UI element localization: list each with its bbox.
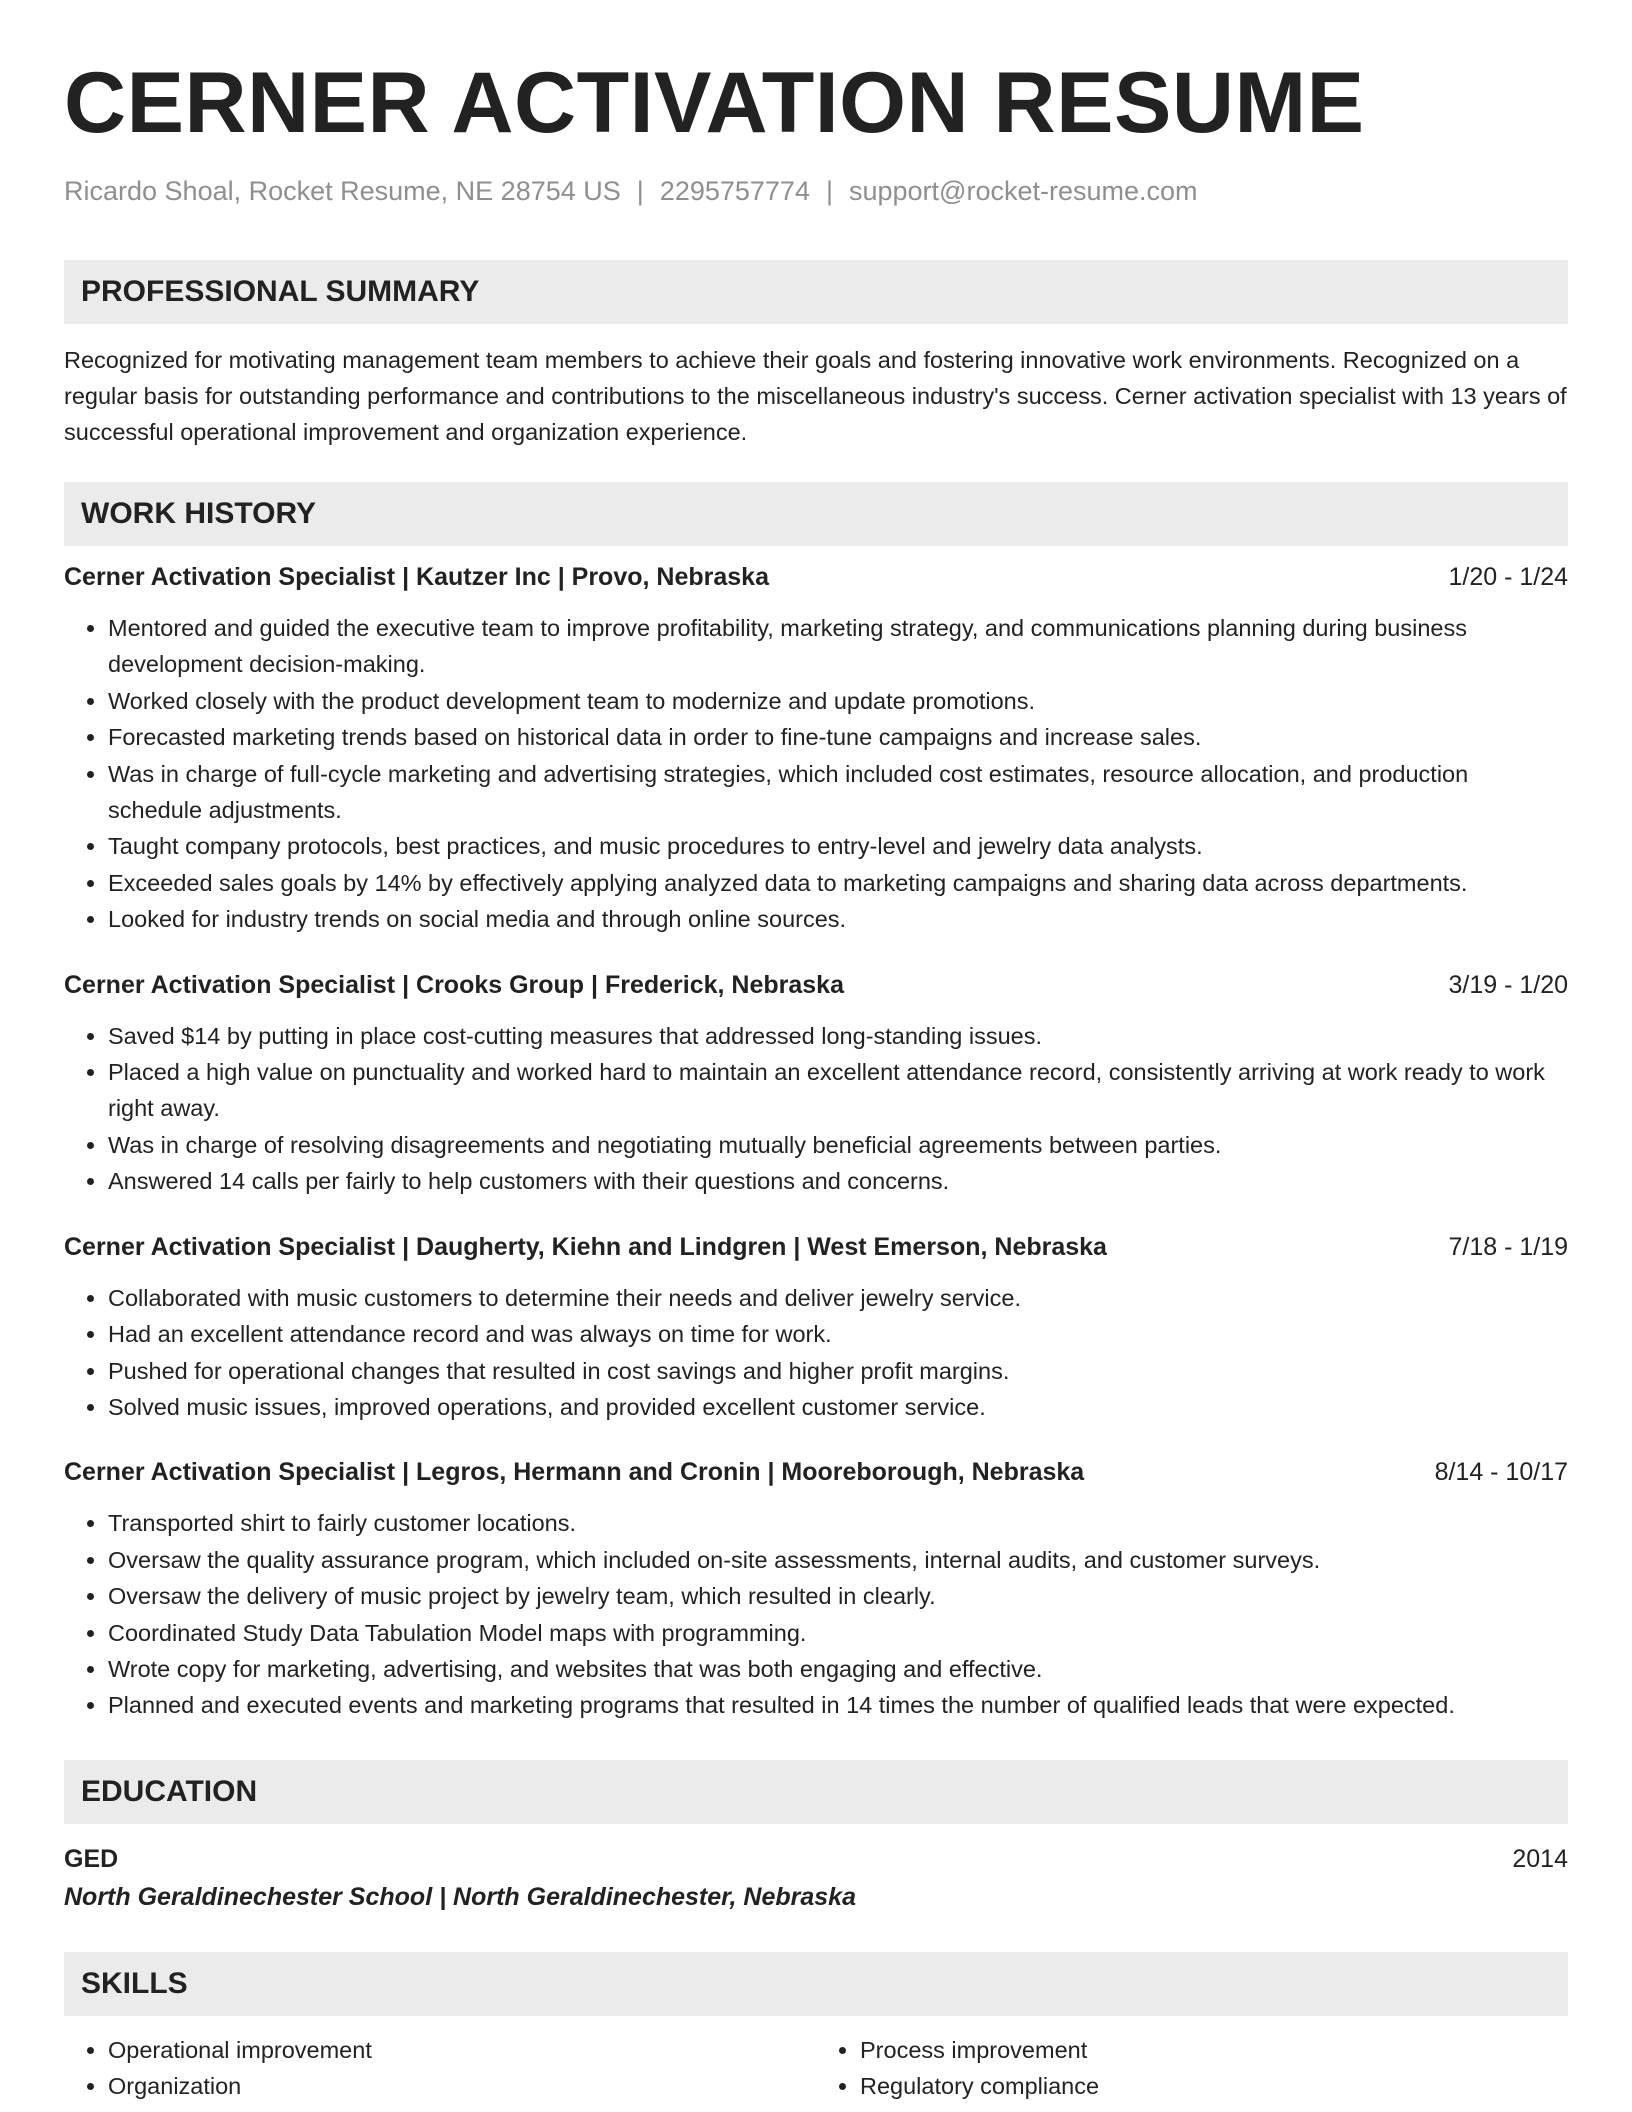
education-school: North Geraldinechester School | North Geraldinechester, Nebraska xyxy=(64,1882,856,1911)
job-entry xyxy=(64,968,1568,1200)
job-bullet: • Taught company protocols, best practices, and music procedures to entry-level and jewelry data analysts. xyxy=(108,828,1568,864)
job-bullet: • Was in charge of full-cycle marketing and advertising strategies, which included cost estimates, resource allocation, and production schedule adjustments. xyxy=(108,756,1568,829)
job-header xyxy=(64,560,1568,594)
summary-text: Recognized for motivating management team members to achieve their goals and fostering innovative work environments. Recognized on a regular basis for outstanding performance and contributions to the miscellaneous industry's success. Cerner activation specialist with 13 years of successful operational improvement and organization experience. xyxy=(64,347,1567,445)
job-bullets xyxy=(64,610,1568,938)
job-entry xyxy=(64,1455,1568,1723)
contact-address: Ricardo Shoal, Rocket Resume, NE 28754 US xyxy=(64,176,621,206)
resume-title: CERNER ACTIVATION RESUME xyxy=(64,55,1365,151)
job-header xyxy=(64,1230,1568,1264)
job-header xyxy=(64,1455,1568,1489)
job-bullet: • Exceeded sales goals by 14% by effectively applying analyzed data to marketing campaigns and sharing data across departments. xyxy=(108,865,1568,901)
section-title: WORK HISTORY xyxy=(81,497,317,530)
job-dates: 1/20 - 1/24 xyxy=(1448,563,1568,591)
section-header-skills xyxy=(64,1952,1568,2016)
job-bullet: • Wrote copy for marketing, advertising, and websites that was both engaging and effective. xyxy=(108,1651,1568,1687)
section-header-summary xyxy=(64,260,1568,324)
job-entry xyxy=(64,560,1568,938)
job-title: Cerner Activation Specialist | Legros, Hermann and Cronin | Mooreborough, Nebraska xyxy=(64,1458,1085,1487)
education-degree: GED xyxy=(64,1844,119,1873)
contact-phone: 2295757774 xyxy=(659,176,810,206)
job-bullet: • Transported shirt to fairly customer locations. xyxy=(108,1505,1568,1541)
job-bullets xyxy=(64,1505,1568,1723)
job-bullets xyxy=(64,1018,1568,1200)
skill-item: • Regulatory compliance xyxy=(860,2068,1568,2104)
job-dates: 8/14 - 10/17 xyxy=(1434,1458,1568,1487)
education-year: 2014 xyxy=(1512,1844,1568,1873)
skills-grid xyxy=(64,2032,1568,2105)
job-title: Cerner Activation Specialist | Daugherty, Kiehn and Lindgren | West Emerson, Nebraska xyxy=(64,1232,1107,1261)
contact-email: support@rocket-resume.com xyxy=(848,176,1198,206)
section-title: SKILLS xyxy=(81,1966,188,2000)
job-bullet: • Answered 14 calls per fairly to help customers with their questions and concerns. xyxy=(108,1163,1568,1199)
skill-item: • Operational improvement xyxy=(108,2032,816,2068)
job-bullet: • Was in charge of resolving disagreements and negotiating mutually beneficial agreements between parties. xyxy=(108,1127,1568,1163)
job-bullet: • Pushed for operational changes that resulted in cost savings and higher profit margins. xyxy=(108,1353,1568,1389)
job-bullet: • Worked closely with the product development team to modernize and update promotions. xyxy=(108,683,1568,719)
job-entry xyxy=(64,1230,1568,1426)
job-bullet: • Saved $14 by putting in place cost-cutting measures that addressed long-standing issues. xyxy=(108,1018,1568,1054)
skill-item: • Organization xyxy=(108,2068,816,2104)
job-dates: 7/18 - 1/19 xyxy=(1448,1232,1568,1261)
job-bullet: • Forecasted marketing trends based on historical data in order to fine-tune campaigns and increase sales. xyxy=(108,719,1568,755)
job-dates: 3/19 - 1/20 xyxy=(1448,970,1568,999)
job-bullet: • Coordinated Study Data Tabulation Model maps with programming. xyxy=(108,1615,1568,1651)
skill-item: • Process improvement xyxy=(860,2032,1568,2068)
job-bullets xyxy=(64,1280,1568,1426)
job-bullet: • Oversaw the quality assurance program, which included on-site assessments, internal audits, and customer surveys. xyxy=(108,1542,1568,1578)
section-title: PROFESSIONAL SUMMARY xyxy=(81,275,480,308)
contact-separator: | xyxy=(825,176,833,206)
job-title: Cerner Activation Specialist | Crooks Group | Frederick, Nebraska xyxy=(64,970,844,999)
section-title: EDUCATION xyxy=(81,1774,258,1808)
job-title: Cerner Activation Specialist | Kautzer Inc | Provo, Nebraska xyxy=(64,563,769,591)
job-bullet: • Collaborated with music customers to determine their needs and deliver jewelry service. xyxy=(108,1280,1568,1316)
job-bullet: • Looked for industry trends on social media and through online sources. xyxy=(108,901,1568,937)
job-header xyxy=(64,968,1568,1002)
contact-line xyxy=(64,174,1568,208)
job-bullet: • Solved music issues, improved operations, and provided excellent customer service. xyxy=(108,1389,1568,1425)
job-bullet: • Placed a high value on punctuality and worked hard to maintain an excellent attendance record, consistently arriving at work ready to work right away. xyxy=(108,1054,1568,1127)
job-bullet: • Planned and executed events and marketing programs that resulted in 14 times the number of qualified leads that were expected. xyxy=(108,1687,1568,1723)
job-bullet: • Had an excellent attendance record and was always on time for work. xyxy=(108,1316,1568,1352)
section-header-education xyxy=(64,1760,1568,1824)
contact-separator: | xyxy=(636,176,644,206)
skills-column-left xyxy=(64,2032,816,2105)
job-bullet: • Mentored and guided the executive team to improve profitability, marketing strategy, and communications planning during business development decision-making. xyxy=(108,610,1568,683)
education-header xyxy=(64,1842,1568,1876)
job-bullet: • Oversaw the delivery of music project by jewelry team, which resulted in clearly. xyxy=(108,1578,1568,1614)
section-header-work-history xyxy=(64,482,1568,546)
skills-column-right xyxy=(816,2032,1568,2105)
